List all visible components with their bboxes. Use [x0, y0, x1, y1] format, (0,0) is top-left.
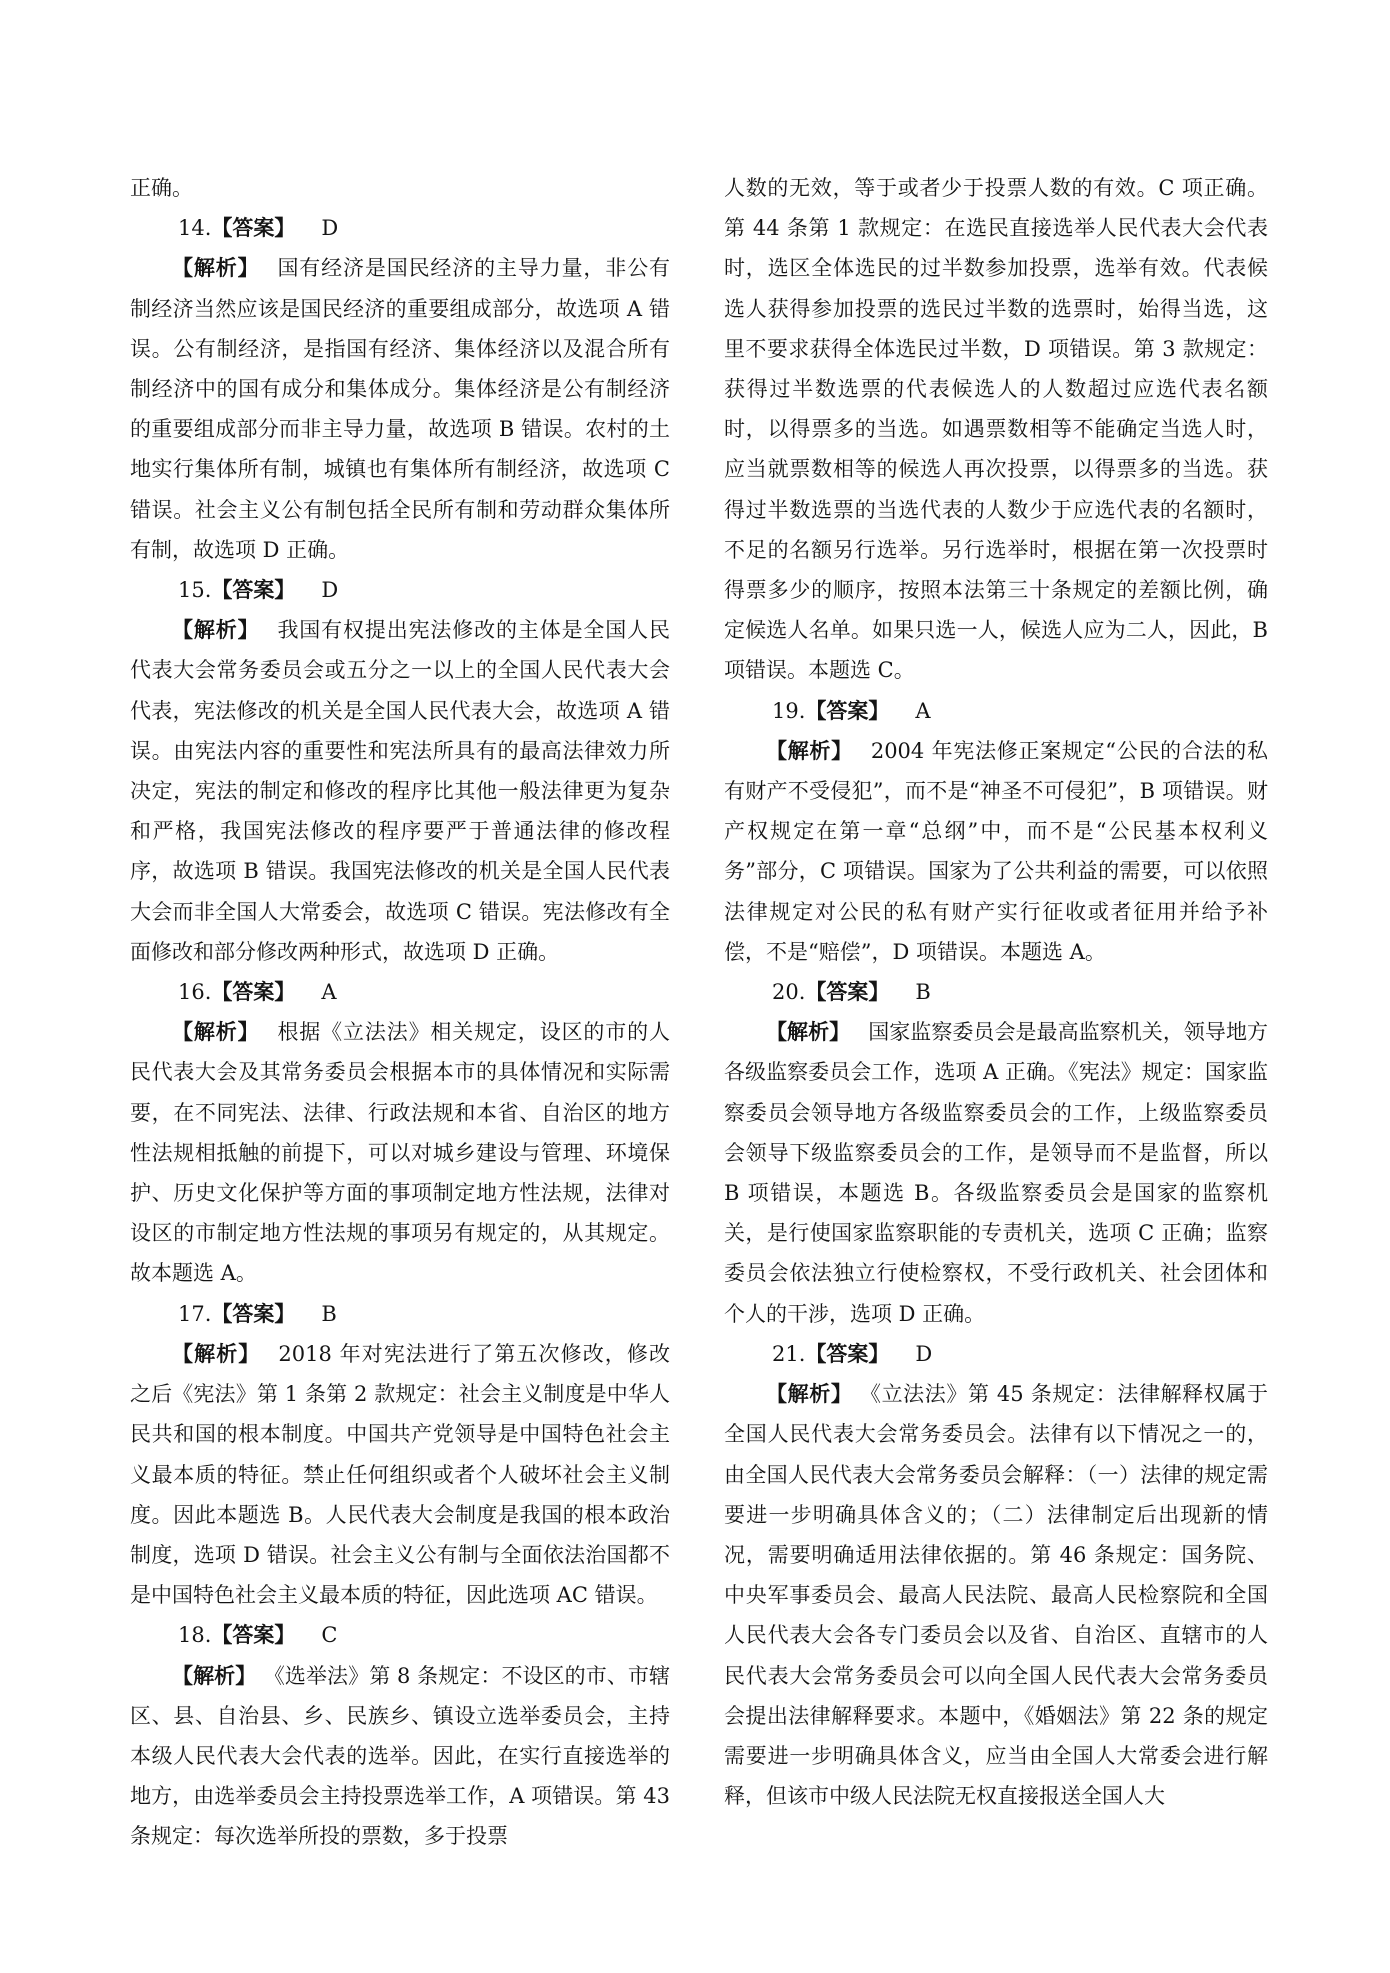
analysis-17: 【解析】 2018 年对宪法进行了第五次修改，修改之后《宪法》第 1 条第 2 款规定：社会主义制度是中华人民共和国的根本制度。中国共产党领导是中国特色社会主义最本质的特征。禁止任何组织或者个人破坏社会主义制度。因此本题选 B。人民代表大会制度是我国的根本政治制度，选项 D 错误。社会主义公有制与全面依法治国都不是中国特色社会主义最本质的特征，因此选项 AC 错误。	[130, 1341, 671, 1608]
answer-line-15: 15.【答案】 D	[178, 578, 339, 603]
analysis-18-continued: 人数的无效，等于或者少于投票人数的有效。C 项正确。第 44 条第 1 款规定：在选民直接选举人民代表大会代表时，选区全体选民的过半数参加投票，选举有效。代表候选人获得参加投票的选民过半数的选票时，始得当选，这里不要求获得全体选民过半数，D 项错误。第 3 款规定：获得过半数选票的代表候选人的人数超过应选代表名额时，以得票多的当选。如遇票数相等不能确定当选人时，应当就票数相等的候选人再次投票，以得票多的当选。获得过半数选票的当选代表的人数少于应选代表的名额时，不足的名额另行选举。另行选举时，根据在第一次投票时得票多少的顺序，按照本法第三十条规定的差额比例，确定候选人名单。如果只选一人，候选人应为二人，因此，B 项错误。本题选 C。	[724, 176, 1268, 683]
analysis-15: 【解析】 我国有权提出宪法修改的主体是全国人民代表大会常务委员会或五分之一以上的全国人民代表大会代表，宪法修改的机关是全国人民代表大会，故选项 A 错误。由宪法内容的重要性和宪法所具有的最高法律效力所决定，宪法的制定和修改的程序比其他一般法律更为复杂和严格，我国宪法修改的程序要严于普通法律的修改程序，故选项 B 错误。我国宪法修改的机关是全国人民代表大会而非全国人大常委会，故选项 C 错误。宪法修改有全面修改和部分修改两种形式，故选项 D 正确。	[130, 618, 671, 964]
answer-letter: A	[915, 698, 931, 723]
answer-letter: C	[321, 1623, 338, 1648]
analysis-16: 【解析】 根据《立法法》相关规定，设区的市的人民代表大会及其常务委员会根据本市的具体情况和实际需要，在不同宪法、法律、行政法规和本省、自治区的地方性法规相抵触的前提下，可以对城乡建设与管理、环境保护、历史文化保护等方面的事项制定地方性法规，法律对设区的市制定地方性法规的事项另有规定的，从其规定。故本题选 A。	[130, 1020, 671, 1286]
answer-line-20: 20.【答案】 B	[772, 980, 931, 1005]
answer-line-18: 18.【答案】 C	[178, 1623, 338, 1648]
answer-line-21: 21.【答案】 D	[772, 1341, 933, 1366]
answer-letter: B	[321, 1301, 337, 1326]
left-column	[130, 168, 670, 1857]
answer-letter: D	[321, 216, 339, 241]
continuation-text: 正确。	[130, 176, 193, 200]
answer-line-19: 19.【答案】 A	[772, 698, 931, 723]
answer-letter: D	[915, 1341, 933, 1366]
analysis-14: 【解析】 国有经济是国民经济的主导力量，非公有制经济当然应该是国民经济的重要组成部分，故选项 A 错误。公有制经济，是指国有经济、集体经济以及混合所有制经济中的国有成分和集体成分。集体经济是公有制经济的重要组成部分而非主导力量，故选项 B 错误。农村的土地实行集体所有制，城镇也有集体所有制经济，故选项 C 错误。社会主义公有制包括全民所有制和劳动群众集体所有制，故选项 D 正确。	[130, 256, 671, 562]
answer-letter: A	[321, 980, 337, 1005]
answer-line-14: 14.【答案】 D	[178, 216, 339, 241]
analysis-21: 【解析】 《立法法》第 45 条规定：法律解释权属于全国人民代表大会常务委员会。法律有以下情况之一的，由全国人民代表大会常务委员会解释：（一）法律的规定需要进一步明确具体含义的；（二）法律制定后出现新的情况，需要明确适用法律依据的。第 46 条规定：国务院、中央军事委员会、最高人民法院、最高人民检察院和全国人民代表大会各专门委员会以及省、自治区、直辖市的人民代表大会常务委员会可以向全国人民代表大会常务委员会提出法律解释要求。本题中，《婚姻法》第 22 条的规定需要进一步明确具体含义，应当由全国人大常委会进行解释，但该市中级人民法院无权直接报送全国人大	[724, 1382, 1269, 1809]
answer-line-16: 16.【答案】 A	[178, 980, 337, 1005]
answer-letter: D	[321, 578, 339, 603]
answer-line-17: 17.【答案】 B	[178, 1301, 337, 1326]
analysis-18: 【解析】 《选举法》第 8 条规定：不设区的市、市辖区、县、自治县、乡、民族乡、镇设立选举委员会，主持本级人民代表大会代表的选举。因此，在实行直接选举的地方，由选举委员会主持投票选举工作，A 项错误。第 43 条规定：每次选举所投的票数，多于投票	[130, 1663, 670, 1849]
answer-letter: B	[915, 980, 931, 1005]
analysis-19: 【解析】 2004 年宪法修正案规定“公民的合法的私有财产不受侵犯”，而不是“神圣不可侵犯”，B 项错误。财产权规定在第一章“总纲”中，而不是“公民基本权利义务”部分，C 项错误。国家为了公共利益的需要，可以依照法律规定对公民的私有财产实行征收或者征用并给予补偿，不是“赔偿”，D 项错误。本题选 A。	[724, 738, 1268, 964]
right-column	[724, 168, 1268, 1816]
analysis-20: 【解析】 国家监察委员会是最高监察机关，领导地方各级监察委员会工作，选项 A 正确。《宪法》规定：国家监察委员会领导地方各级监察委员会的工作，上级监察委员会领导下级监察委员会的工作，是领导而不是监督，所以 B 项错误，本题选 B。各级监察委员会是国家的监察机关，是行使国家监察职能的专责机关，选项 C 正确；监察委员会依法独立行使检察权，不受行政机关、社会团体和个人的干涉，选项 D 正确。	[724, 1020, 1269, 1326]
